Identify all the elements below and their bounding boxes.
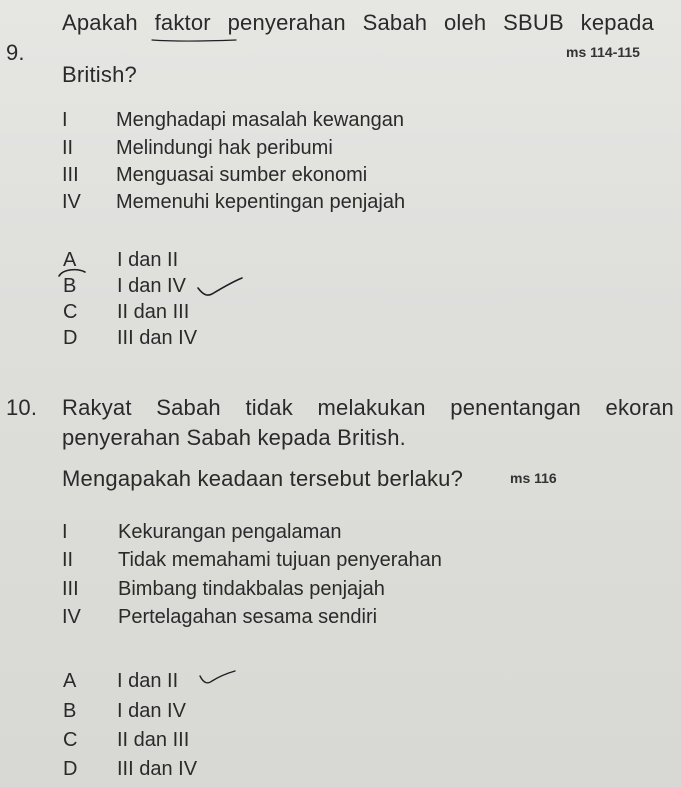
pen-circle-mark bbox=[55, 266, 95, 296]
q10-option-letter: A bbox=[63, 670, 77, 692]
q10-statement-text: Tidak memahami tujuan penyerahan bbox=[118, 549, 442, 571]
q9-statement-text: Melindungi hak peribumi bbox=[116, 137, 333, 159]
q9-option-letter: D bbox=[63, 327, 78, 349]
q10-option-text: I dan II bbox=[117, 670, 179, 692]
q9-option-text: I dan II bbox=[117, 249, 179, 271]
q10-statement-text: Bimbang tindakbalas penjajah bbox=[118, 578, 385, 600]
q9-option-text: III dan IV bbox=[117, 327, 198, 349]
pen-tick-mark bbox=[198, 668, 238, 690]
q10-question-prompt: Mengapakah keadaan tersebut berlaku? bbox=[62, 466, 464, 491]
q10-statement-text: Kekurangan pengalaman bbox=[118, 521, 342, 543]
q10-page-reference: ms 116 bbox=[510, 470, 557, 486]
pen-tick-mark bbox=[196, 276, 246, 300]
q9-option-text: II dan III bbox=[117, 301, 190, 323]
q9-option-text: I dan IV bbox=[117, 275, 186, 297]
q10-statement-roman: III bbox=[62, 578, 79, 600]
q10-statement-roman: I bbox=[62, 521, 68, 543]
q10-statement-text: Pertelagahan sesama sendiri bbox=[118, 606, 378, 628]
q10-statement-roman: IV bbox=[62, 606, 81, 628]
q9-statement-roman: III bbox=[62, 164, 79, 186]
q9-statement-roman: I bbox=[62, 109, 68, 131]
q9-option-letter: C bbox=[63, 301, 78, 323]
q9-statement-roman: II bbox=[62, 137, 74, 159]
q9-statement-text: Memenuhi kepentingan penjajah bbox=[116, 191, 406, 213]
q9-number: 9. bbox=[6, 40, 25, 65]
q10-option-letter: C bbox=[63, 729, 78, 751]
q10-number: 10. bbox=[6, 395, 38, 420]
q10-statement-roman: II bbox=[62, 549, 74, 571]
q9-option-letter: B bbox=[63, 275, 77, 297]
q9-statement-text: Menguasai sumber ekonomi bbox=[116, 164, 368, 186]
q9-question-line1: Apakah faktor penyerahan Sabah oleh SBUB kepada bbox=[62, 10, 654, 35]
q9-page-reference: ms 114-115 bbox=[566, 44, 640, 60]
q10-option-letter: D bbox=[63, 758, 78, 780]
q9-statement-text: Menghadapi masalah kewangan bbox=[116, 109, 404, 131]
q9-question-line2: British? bbox=[62, 62, 137, 87]
pen-underline-mark bbox=[150, 38, 240, 44]
q9-statement-roman: IV bbox=[62, 191, 81, 213]
q10-option-text: I dan IV bbox=[117, 700, 186, 722]
q10-question-line1: Rakyat Sabah tidak melakukan penentangan ekoran bbox=[62, 395, 674, 420]
q10-question-line2: penyerahan Sabah kepada British. bbox=[62, 425, 406, 450]
q10-option-text: II dan III bbox=[117, 729, 190, 751]
q10-option-text: III dan IV bbox=[117, 758, 198, 780]
q9-option-letter: A bbox=[63, 249, 77, 271]
q10-option-letter: B bbox=[63, 700, 77, 722]
